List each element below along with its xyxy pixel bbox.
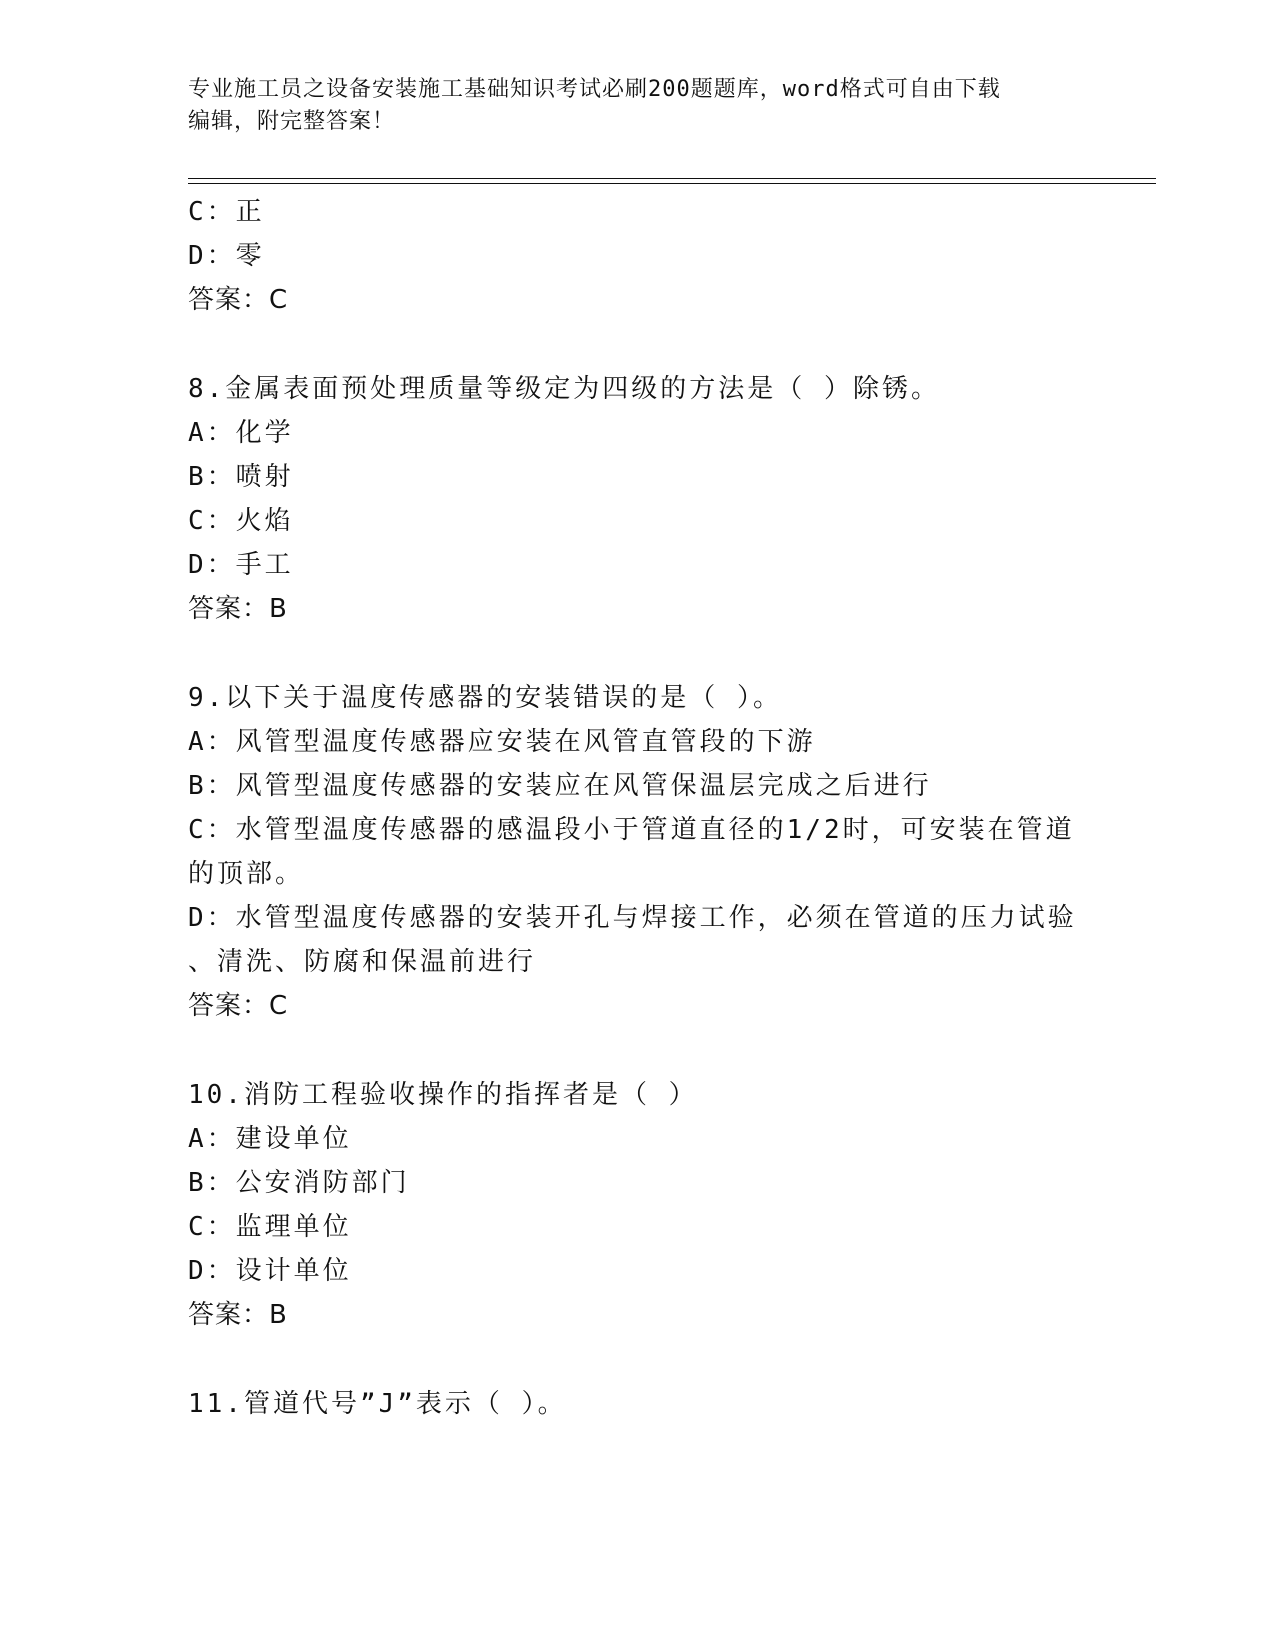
header-divider-bottom [188, 183, 1156, 184]
q10-option-c: C：监理单位 [188, 1212, 352, 1242]
q9-option-d-line1: D：水管型温度传感器的安装开孔与焊接工作，必须在管道的压力试验 [188, 903, 1077, 933]
q8-question: 8.金属表面预处理质量等级定为四级的方法是（ ）除锈。 [188, 374, 940, 404]
q8-option-a: A：化学 [188, 418, 294, 448]
q9-answer: 答案：C [188, 991, 289, 1021]
q8-option-d: D：手工 [188, 550, 294, 580]
q8-option-c: C：火焰 [188, 506, 294, 536]
q8-answer: 答案：B [188, 594, 288, 624]
q9-option-d-line2: 、清洗、防腐和保温前进行 [188, 947, 537, 977]
q9-question: 9.以下关于温度传感器的安装错误的是（ ）。 [188, 683, 782, 713]
q9-option-a: A：风管型温度传感器应安装在风管直管段的下游 [188, 727, 816, 757]
header-title-line2: 编辑，附完整答案！ [188, 109, 396, 134]
q8-option-b: B：喷射 [188, 462, 294, 492]
q11-question: 11.管道代号”J”表示（ ）。 [188, 1389, 567, 1419]
q10-option-b: B：公安消防部门 [188, 1168, 410, 1198]
q7-option-c: C：正 [188, 197, 265, 227]
q9-option-b: B：风管型温度传感器的安装应在风管保温层完成之后进行 [188, 771, 932, 801]
document-header [188, 74, 1068, 138]
header-title-line1: 专业施工员之设备安装施工基础知识考试必刷200题题库，word格式可自由下载 [188, 77, 1001, 102]
q10-option-a: A：建设单位 [188, 1124, 352, 1154]
q7-option-d: D：零 [188, 241, 265, 271]
q10-question: 10.消防工程验收操作的指挥者是（ ） [188, 1080, 698, 1110]
q10-option-d: D：设计单位 [188, 1256, 352, 1286]
q9-option-c-line2: 的顶部。 [188, 859, 305, 889]
q10-answer: 答案：B [188, 1300, 288, 1330]
q9-option-c-line1: C：水管型温度传感器的感温段小于管道直径的1/2时，可安装在管道 [188, 815, 1075, 845]
q7-answer: 答案：C [188, 285, 289, 315]
header-divider-top [188, 178, 1156, 179]
